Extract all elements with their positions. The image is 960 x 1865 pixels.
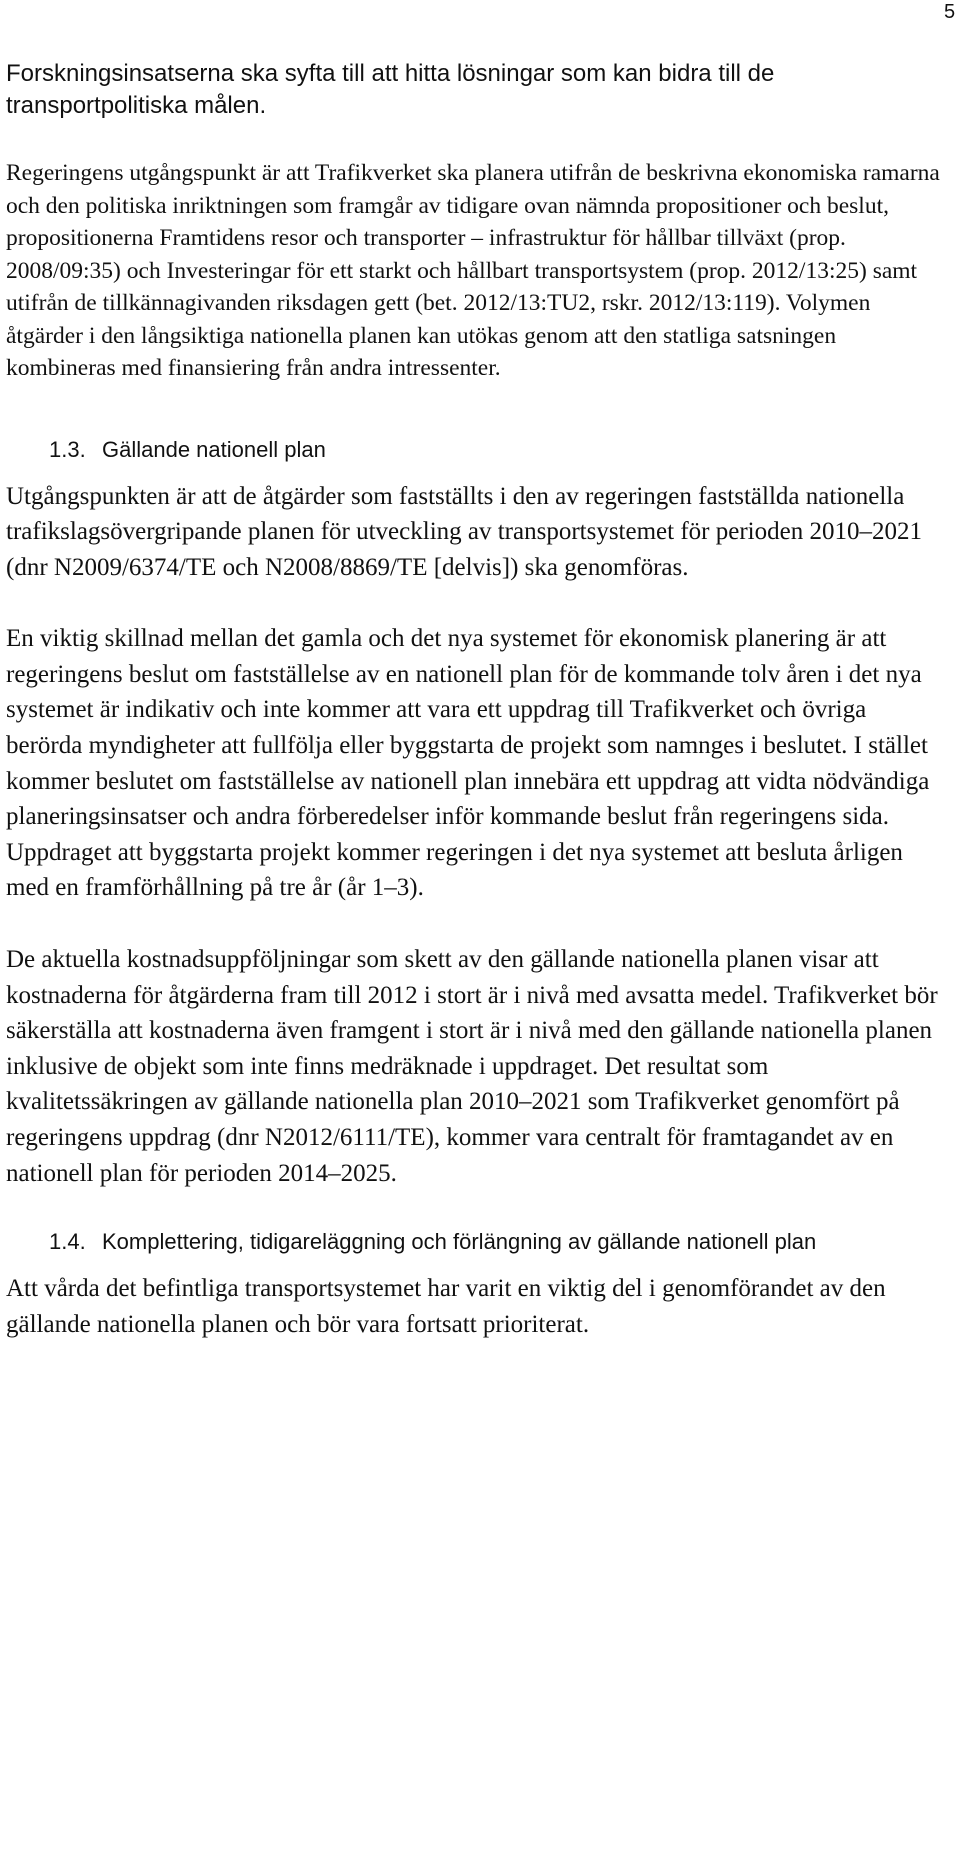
section-heading-1-3 bbox=[6, 435, 946, 465]
page-number: 5 bbox=[944, 1, 956, 23]
section-heading-1-4 bbox=[6, 1227, 946, 1257]
paragraph-government-starting-point: Regeringens utgångspunkt är att Trafikverket ska planera utifrån de beskrivna ekonomiska ramarna och den politiska inriktningen som framgår av tidigare ovan nämnda propositioner och beslut, propositionerna Framtidens resor och transporter – infrastruktur för hållbar tillväxt (prop. 2008/09:35) och Investeringar för ett starkt och hållbart transportsystem (prop. 2012/13:25) samt utifrån de tillkännagivanden riksdagen gett (bet. 2012/13:TU2, rskr. 2012/13:119). Volymen åtgärder i den långsiktiga nationella planen kan utökas genom att den statliga satsningen kombineras med finansiering från andra intressenter. bbox=[6, 160, 940, 381]
section-number: 1.3. bbox=[49, 436, 86, 462]
paragraph-key-difference: En viktig skillnad mellan det gamla och det nya systemet för ekonomisk planering är att regeringens beslut om fastställelse av en nationell plan för de kommande tolv åren i det nya systemet är indikativ och inte kommer att vara ett uppdrag till Trafikverket och övriga berörda myndigheter att fullfölja eller byggstarta de projekt som namnges i beslutet. I stället kommer beslutet om fastställelse av nationell plan innebära ett uppdrag att vidta nödvändiga planeringsinsatser och andra förberedelser inför kommande beslut från regeringens sida. Uppdraget att byggstarta projekt kommer regeringen i det nya systemet att besluta årligen med en framförhållning på tre år (år 1–3). bbox=[6, 625, 930, 902]
paragraph-starting-point-plan: Utgångspunkten är att de åtgärder som fastställts i den av regeringen fastställda nationella trafikslagsövergripande planen för utveckling av transportsystemet för perioden 2010–2021 (dnr N2009/6374/TE och N2008/8869/TE [delvis]) ska genomföras. bbox=[6, 482, 922, 581]
paragraph-cost-follow-up: De aktuella kostnadsuppföljningar som skett av den gällande nationella planen visar att kostnaderna för åtgärderna fram till 2012 i stort är i nivå med avsatta medel. Trafikverket bör säkerställa att kostnaderna även framgent i stort är i nivå med den gällande nationella planen inklusive de objekt som inte finns medräknade i uppdraget. Det resultat som kvalitetssäkringen av gällande nationella plan 2010–2021 som Trafikverket genomfört på regeringens uppdrag (dnr N2012/6111/TE), kommer vara centralt för framtagandet av en nationell plan för perioden 2014–2025. bbox=[6, 946, 938, 1187]
section-title: Gällande nationell plan bbox=[102, 436, 326, 462]
document-body bbox=[6, 58, 946, 1342]
paragraph-maintenance-priority: Att vårda det befintliga transportsystemet har varit en viktig del i genomförandet av den gällande nationella planen och bör vara fortsatt prioriterat. bbox=[6, 1275, 886, 1338]
section-title: Komplettering, tidigareläggning och förlängning av gällande nationell plan bbox=[102, 1229, 817, 1255]
paragraph-research: Forskningsinsatserna ska syfta till att hitta lösningar som kan bidra till de transportpolitiska målen. bbox=[6, 60, 775, 119]
section-number: 1.4. bbox=[49, 1229, 86, 1255]
